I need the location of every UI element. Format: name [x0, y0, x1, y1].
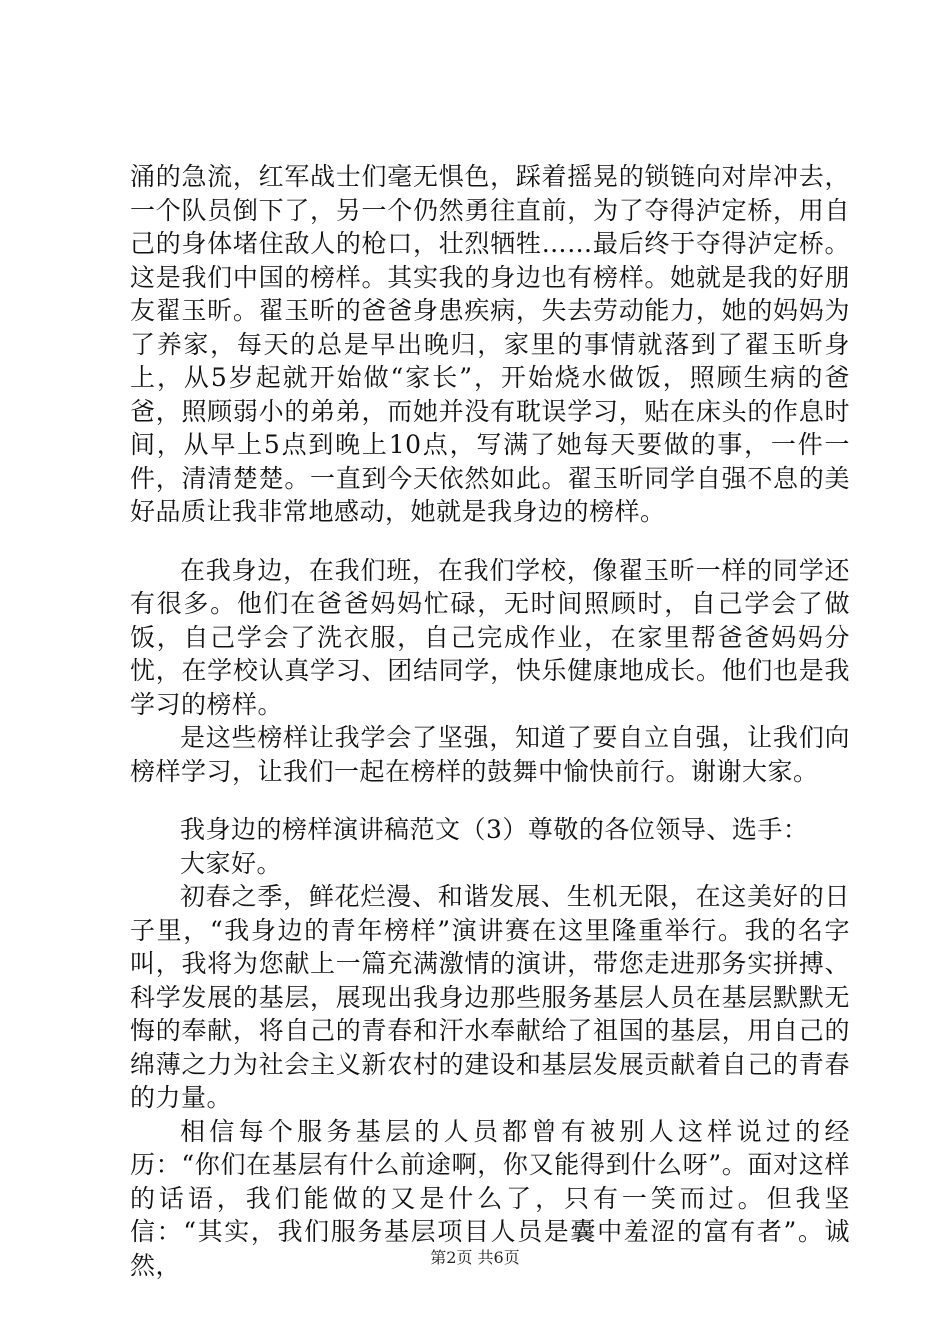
body-text	[130, 160, 850, 1282]
section-heading: 我身边的榜样演讲稿范文（3）尊敬的各位领导、选手：	[180, 815, 809, 844]
paragraph-4: 初春之季，鲜花烂漫、和谐发展、生机无限，在这美好的日子里，“我身边的青年榜样”演讲赛在这里隆重举行。我的名字叫，我将为您献上一篇充满激情的演讲，带您走进那务实拼搏、科学发展的基层，展现出我身边那些服务基层人员在基层默默无悔的奉献，将自己的青春和汗水奉献给了祖国的基层，用自己的绵薄之力为社会主义新农村的建设和基层发展贡献着自己的青春的力量。	[130, 882, 850, 1112]
paragraph-1: 涌的急流，红军战士们毫无惧色，踩着摇晃的锁链向对岸冲去，一个队员倒下了，另一个仍然勇往直前，为了夺得泸定桥，用自己的身体堵住敌人的枪口，壮烈牺牲……最后终于夺得泸定桥。这是我们中国的榜样。其实我的身边也有榜样。她就是我的好朋友翟玉昕。翟玉昕的爸爸身患疾病，失去劳动能力，她的妈妈为了养家，每天的总是早出晚归，家里的事情就落到了翟玉昕身上，从5岁起就开始做“家长”，开始烧水做饭，照顾生病的爸爸，照顾弱小的弟弟，而她并没有耽误学习，贴在床头的作息时间，从早上5点到晚上10点，写满了她每天要做的事，一件一件，清清楚楚。一直到今天依然如此。翟玉昕同学自强不息的美好品质让我非常地感动，她就是我身边的榜样。	[130, 162, 850, 526]
paragraph-2: 在我身边，在我们班，在我们学校，像翟玉昕一样的同学还有很多。他们在爸爸妈妈忙碌，无时间照顾时，自己学会了做饭，自己学会了洗衣服，自己完成作业，在家里帮爸爸妈妈分忧，在学校认真学习、团结同学，快乐健康地成长。他们也是我学习的榜样。	[130, 555, 850, 719]
paragraph-3: 是这些榜样让我学会了坚强，知道了要自立自强，让我们向榜样学习，让我们一起在榜样的鼓舞中愉快前行。谢谢大家。	[130, 723, 850, 786]
paragraph-5: 相信每个服务基层的人员都曾有被别人这样说过的经历：“你们在基层有什么前途啊，你又能得到什么呀”。面对这样的话语，我们能做的又是什么了，只有一笑而过。但我坚信：“其实，我们服务基层项目人员是囊中羞涩的富有者”。诚然，	[130, 1116, 850, 1280]
page-number-footer: 第2页 共6页	[430, 1248, 520, 1267]
greeting: 大家好。	[180, 848, 283, 878]
paragraph-gap	[130, 529, 850, 554]
paragraph-gap	[130, 788, 850, 813]
